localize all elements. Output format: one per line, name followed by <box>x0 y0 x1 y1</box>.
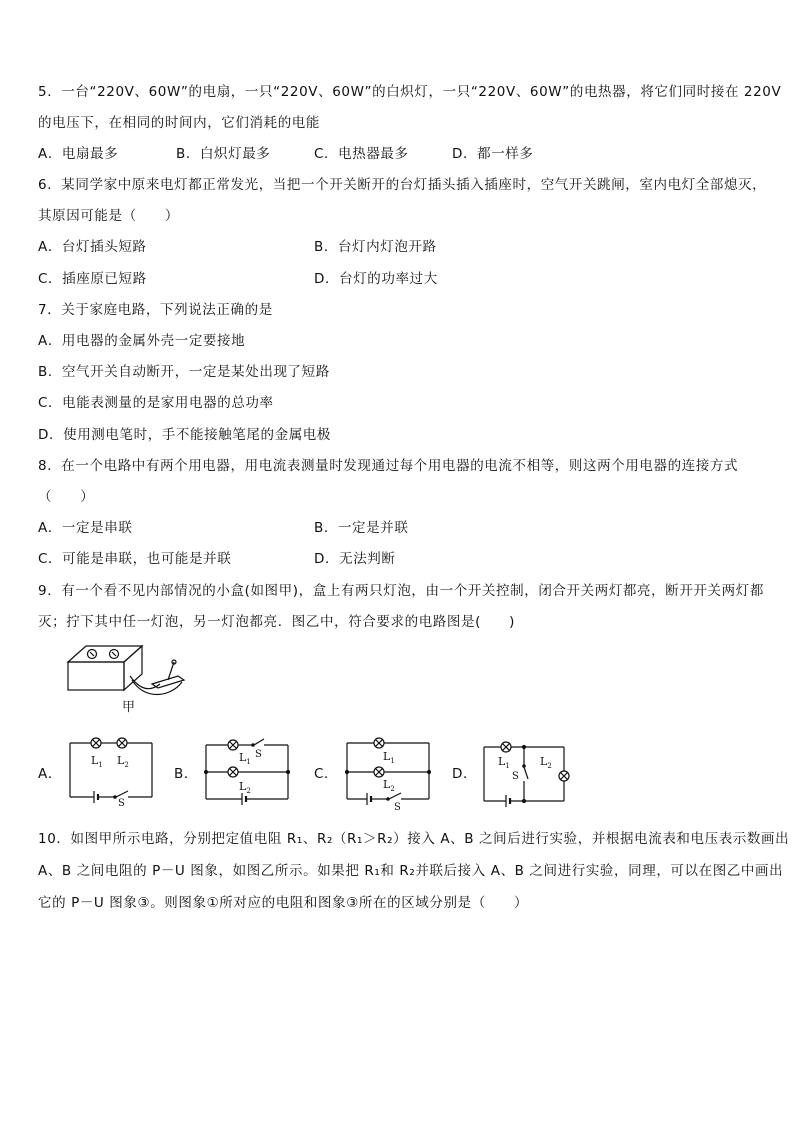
circuit-b-diagram <box>202 735 294 805</box>
q7-option-b: B．空气开关自动断开，一定是某处出现了短路 <box>38 364 330 380</box>
q8-option-d: D．无法判断 <box>314 551 396 567</box>
q8-option-b: B．一定是并联 <box>314 520 409 536</box>
circuit-b-label-l1: $L_1$ <box>239 751 251 766</box>
circuit-c-label-s: S <box>394 802 401 813</box>
q10-stem-line1: 10．如图甲所示电路，分别把定值电阻 R₁、R₂（R₁＞R₂）接入 A、B 之间后进行实验，并根据电流表和电压表示数画出 <box>38 831 790 847</box>
q6-stem-line2: 其原因可能是（ ） <box>38 208 179 224</box>
circuit-a-label-l2: $L_2$ <box>117 754 129 769</box>
q6-stem-line1: 6．某同学家中原来电灯都正常发光，当把一个开关断开的台灯插头插入插座时，空气开关跳闸，室内电灯全部熄灭， <box>38 177 767 193</box>
circuit-c-label-l1: $L_1$ <box>383 750 395 765</box>
circuit-b-label-s: S <box>255 749 262 760</box>
q8-option-a: A．一定是串联 <box>38 520 133 536</box>
q5-option-a: A．电扇最多 <box>38 146 119 162</box>
q6-option-c: C．插座原已短路 <box>38 271 147 287</box>
circuit-c-label-l2: $L_2$ <box>383 778 395 793</box>
figure-jia-caption: 甲 <box>122 700 136 715</box>
q9-option-a: A． <box>38 766 62 782</box>
q9-option-c: C． <box>314 766 339 782</box>
circuit-d-label-l2: $L_2$ <box>540 755 552 770</box>
q5-stem-line1: 5．一台“220V、60W”的电扇，一只“220V、60W”的白炽灯，一只“220V、60W”的电热器，将它们同时接在 220V <box>38 84 782 100</box>
q7-option-c: C．电能表测量的是家用电器的总功率 <box>38 395 274 411</box>
q5-option-c: C．电热器最多 <box>314 146 409 162</box>
q5-stem-line2: 的电压下，在相同的时间内，它们消耗的电能 <box>38 115 320 131</box>
q5-option-d: D．都一样多 <box>452 146 534 162</box>
q7-option-a: A．用电器的金属外壳一定要接地 <box>38 333 246 349</box>
q9-stem-line2: 灭；拧下其中任一灯泡，另一灯泡都亮．图乙中，符合要求的电路图是( ) <box>38 614 516 630</box>
circuit-a-diagram <box>66 733 158 809</box>
q9-stem-line1: 9．有一个看不见内部情况的小盒(如图甲)，盒上有两只灯泡，由一个开关控制，闭合开关两灯都亮，断开开关两灯都 <box>38 583 764 599</box>
q8-option-c: C．可能是串联，也可能是并联 <box>38 551 232 567</box>
q10-stem-line2: A、B 之间电阻的 P－U 图象，如图乙所示。如果把 R₁和 R₂并联后接入 A、B 之间进行实验，同理，可以在图乙中画出 <box>38 863 784 879</box>
circuit-a-label-l1: $L_1$ <box>91 754 103 769</box>
circuit-a-label-s: S <box>118 798 125 809</box>
circuit-b-label-l2: $L_2$ <box>239 780 251 795</box>
q6-option-a: A．台灯插头短路 <box>38 239 147 255</box>
q7-option-d: D．使用测电笔时，手不能接触笔尾的金属电极 <box>38 427 331 443</box>
q9-option-d: D． <box>452 766 478 782</box>
circuit-d-diagram <box>480 737 580 807</box>
circuit-d-label-s: S <box>512 771 519 782</box>
circuit-c-diagram <box>343 735 435 813</box>
q5-option-b: B．白炽灯最多 <box>176 146 271 162</box>
q8-stem-line1: 8．在一个电路中有两个用电器，用电流表测量时发现通过每个用电器的电流不相等，则这两个用电器的连接方式 <box>38 458 739 474</box>
q8-stem-line2: （ ） <box>38 489 95 505</box>
q9-option-b: B． <box>174 766 198 782</box>
q6-option-b: B．台灯内灯泡开路 <box>314 239 437 255</box>
q6-option-d: D．台灯的功率过大 <box>314 271 438 287</box>
q10-stem-line3: 它的 P－U 图象③。则图象①所对应的电阻和图象③所在的区域分别是（ ） <box>38 895 529 911</box>
q7-stem: 7．关于家庭电路，下列说法正确的是 <box>38 302 273 318</box>
circuit-d-label-l1: $L_1$ <box>498 755 510 770</box>
